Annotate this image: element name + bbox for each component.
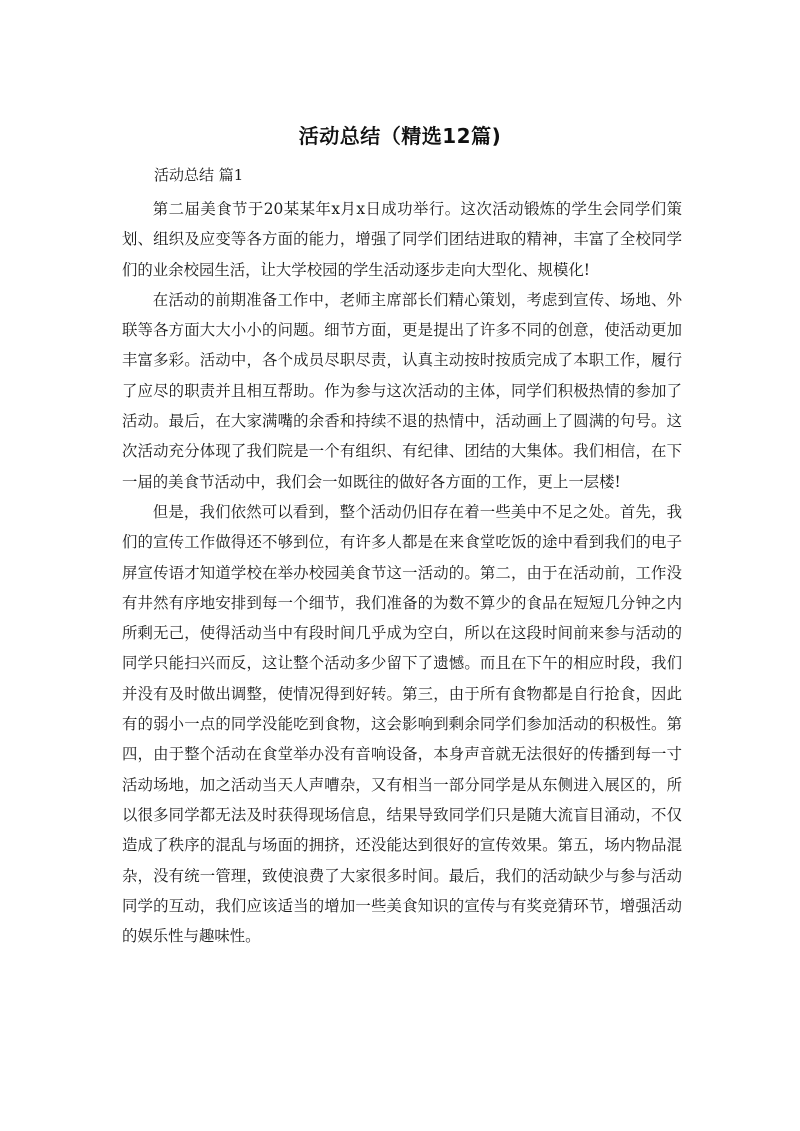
document-body	[122, 194, 682, 951]
paragraph: 在活动的前期准备工作中，老师主席部长们精心策划，考虑到宣传、场地、外联等各方面大大小小的问题。细节方面，更是提出了许多不同的创意，使活动更加丰富多彩。活动中，各个成员尽职尽责，认真主动按时按质完成了本职工作，履行了应尽的职责并且相互帮助。作为参与这次活动的主体，同学们积极热情的参加了活动。最后，在大家满嘴的余香和持续不退的热情中，活动画上了圆满的句号。这次活动充分体现了我们院是一个有组织、有纪律、团结的大集体。我们相信，在下一届的美食节活动中，我们会一如既往的做好各方面的工作，更上一层楼!	[122, 290, 682, 491]
paragraph: 但是，我们依然可以看到，整个活动仍旧存在着一些美中不足之处。首先，我们的宣传工作做得还不够到位，有许多人都是在来食堂吃饭的途中看到我们的电子屏宣传语才知道学校在举办校园美食节这一活动的。第二，由于在活动前，工作没有井然有序地安排到每一个细节，我们准备的为数不算少的食品在短短几分钟之内所剩无己，使得活动当中有段时间几乎成为空白，所以在这段时间前来参与活动的同学只能扫兴而反，这让整个活动多少留下了遗憾。而且在下午的相应时段，我们并没有及时做出调整，使情况得到好转。第三，由于所有食物都是自行抢食，因此有的弱小一点的同学没能吃到食物，这会影响到剩余同学们参加活动的积极性。第四，由于整个活动在食堂举办没有音响设备，本身声音就无法很好的传播到每一寸活动场地，加之活动当天人声嘈杂，又有相当一部分同学是从东侧进入展区的，所以很多同学都无法及时获得现场信息，结果导致同学们只是随大流盲目涌动，不仅造成了秩序的混乱与场面的拥挤，还没能达到很好的宣传效果。第五，场内物品混杂，没有统一管理，致使浪费了大家很多时间。最后，我们的活动缺少与参与活动同学的互动，我们应该适当的增加一些美食知识的宣传与有奖竞猜环节，增强活动的娱乐性与趣味性。	[122, 502, 682, 946]
paragraph: 第二届美食节于20某某年x月x日成功举行。这次活动锻炼的学生会同学们策划、组织及应变等各方面的能力，增强了同学们团结进取的精神，丰富了全校同学们的业余校园生活，让大学校园的学生活动逐步走向大型化、规模化!	[122, 200, 682, 279]
document-title: 活动总结（精选12篇)	[298, 124, 502, 148]
section-heading: 活动总结 篇1	[154, 166, 244, 184]
